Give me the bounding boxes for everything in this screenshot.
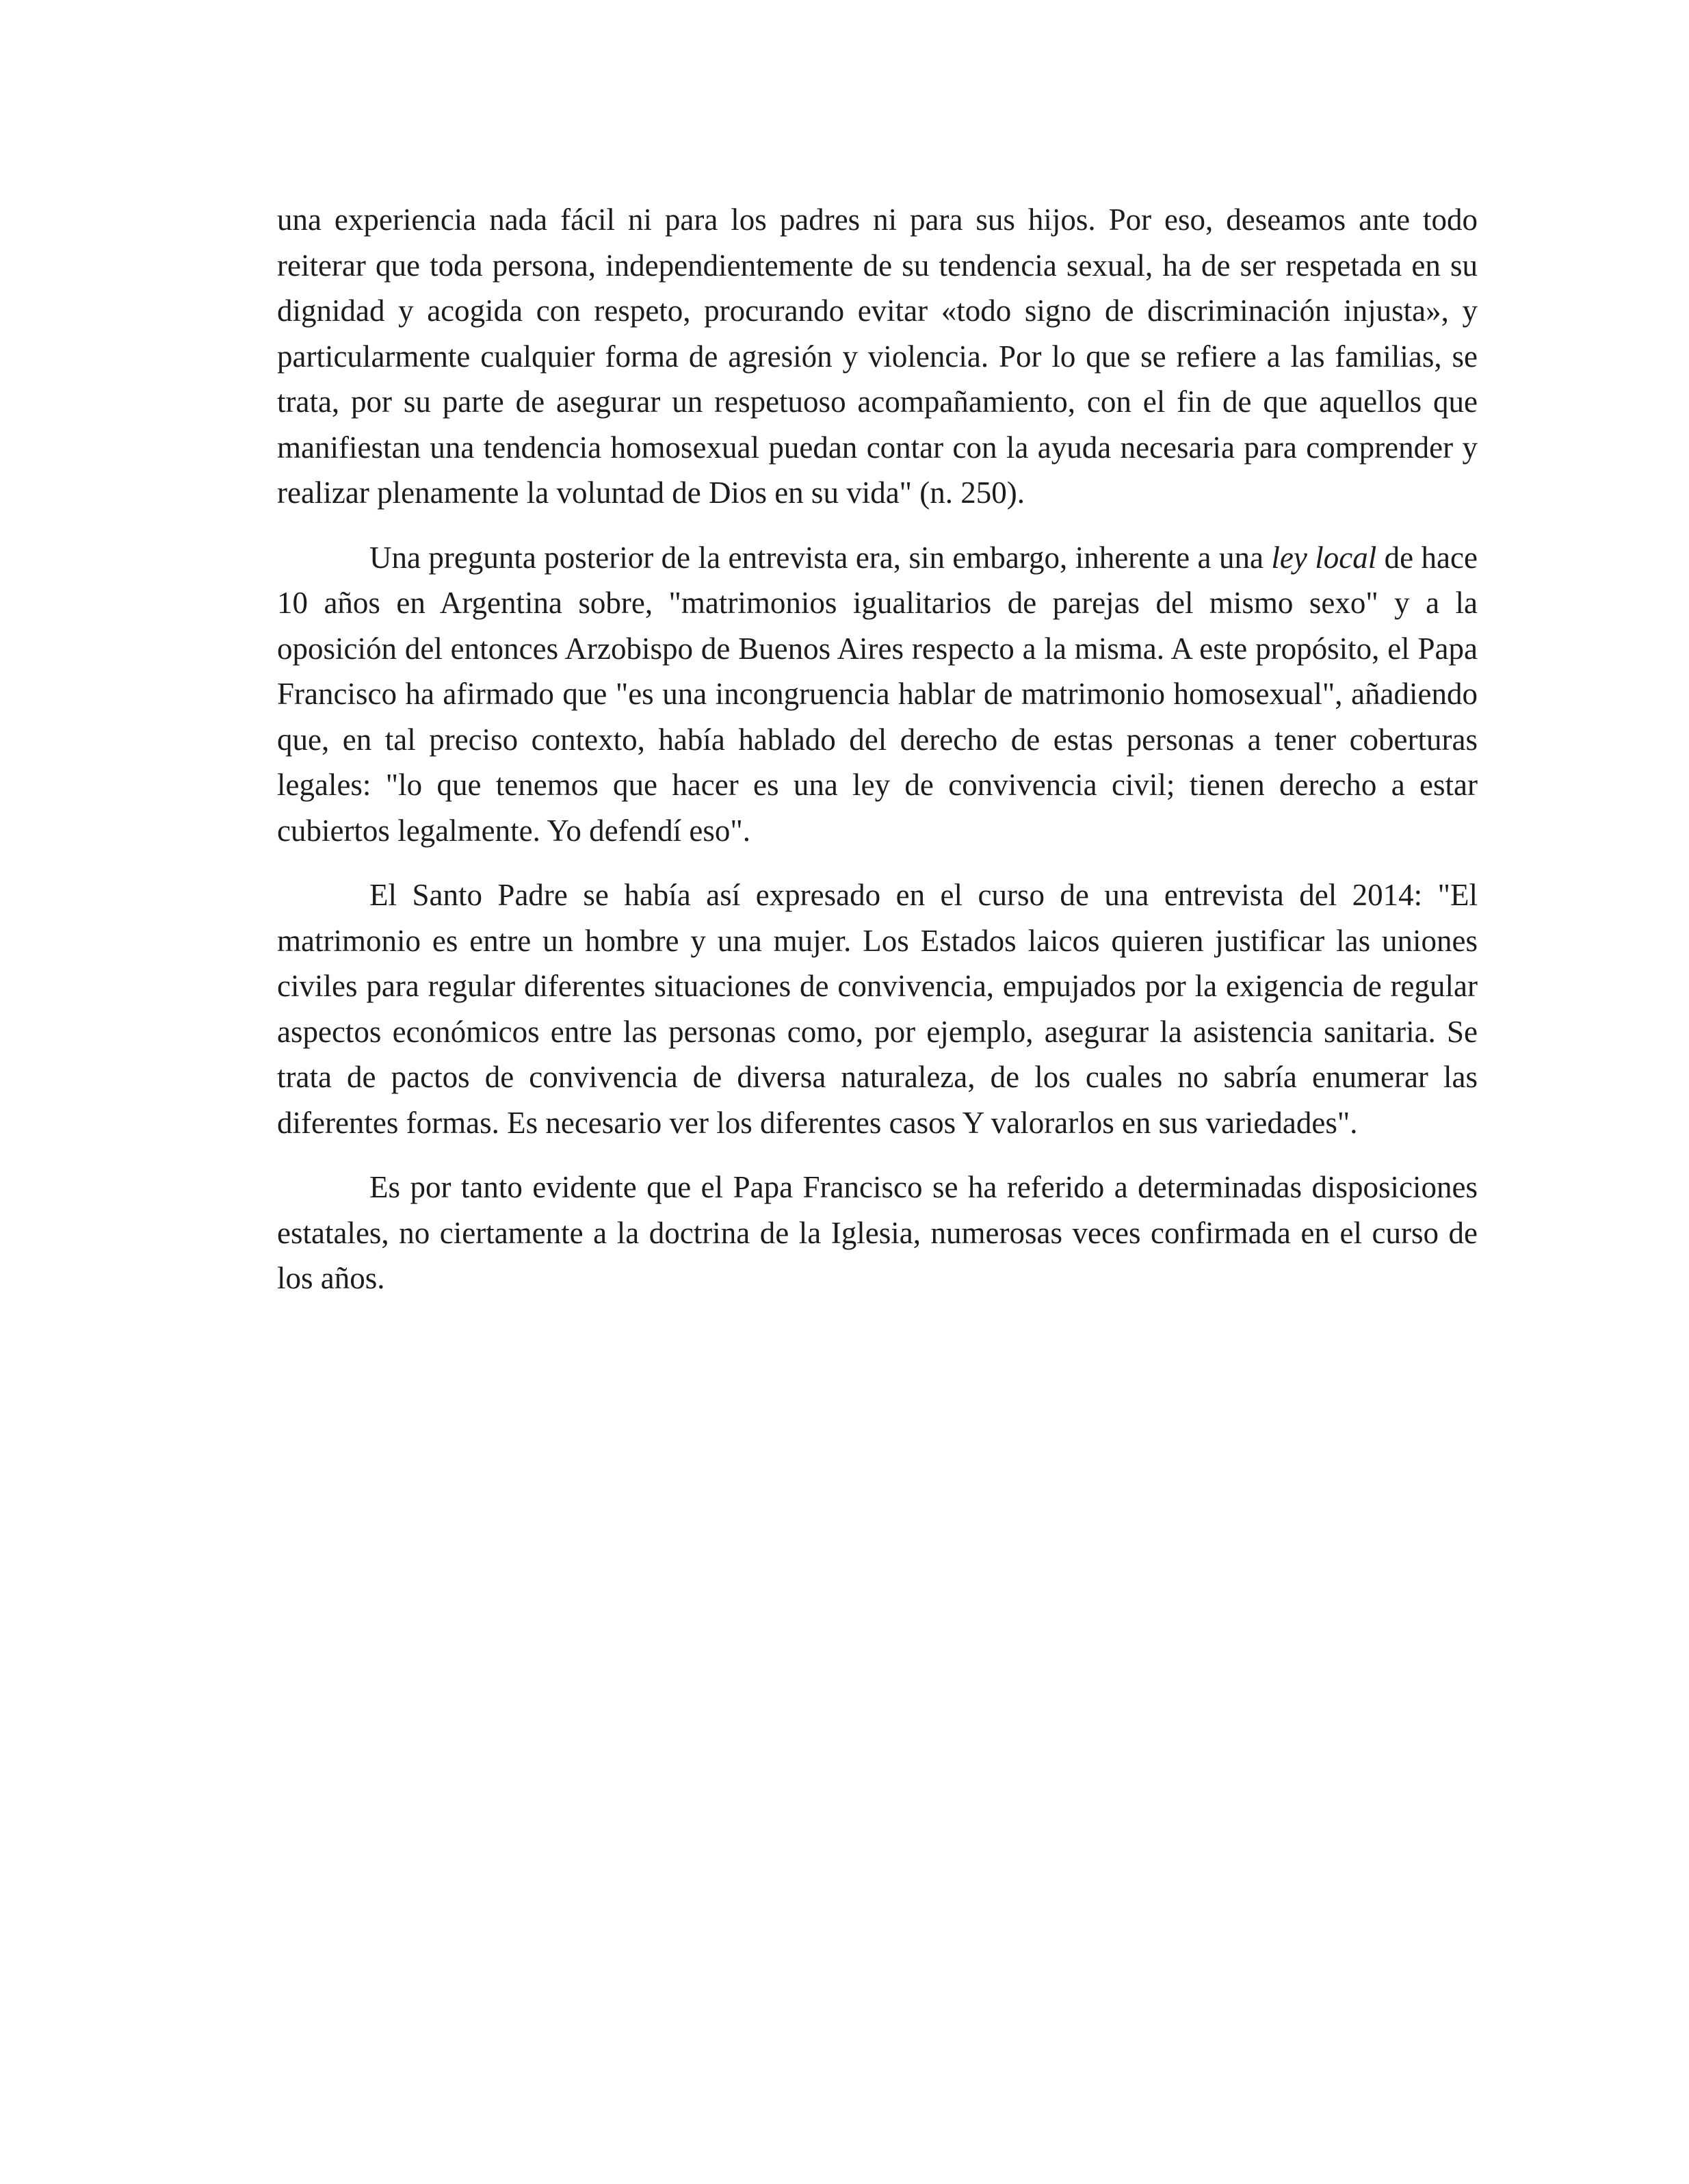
paragraph-2 [277, 535, 1478, 854]
paragraph-1-text: una experiencia nada fácil ni para los padres ni para sus hijos. Por eso, deseamos ante todo reiterar que toda persona, independientemente de su tendencia sexual, ha de ser respetada en su dignidad y acogida con respeto, procurando evitar «todo signo de discriminación injusta», y particularmente cualquier forma de agresión y violencia. Por lo que se refiere a las familias, se trata, por su parte de asegurar un respetuoso acompañamiento, con el fin de que aquellos que manifiestan una tendencia homosexual puedan contar con la ayuda necesaria para comprender y realizar plenamente la voluntad de Dios en su vida" (n. 250). [277, 203, 1478, 510]
paragraph-4 [277, 1165, 1478, 1301]
paragraph-3 [277, 872, 1478, 1145]
paragraph-2-text-end: de hace 10 años en Argentina sobre, "matrimonios igualitarios de parejas del mismo sexo" y a la oposición del entonces Arzobispo de Buenos Aires respecto a la misma. A este propósito, el Papa Francisco ha afirmado que "es una incongruencia hablar de matrimonio homosexual", añadiendo que, en tal preciso contexto, había hablado del derecho de estas personas a tener coberturas legales: "lo que tenemos que hacer es una ley de convivencia civil; tienen derecho a estar cubiertos legalmente. Yo defendí eso". [277, 540, 1478, 848]
paragraph-2-text-start: Una pregunta posterior de la entrevista era, sin embargo, inherente a una [369, 540, 1272, 575]
body-text [277, 197, 1478, 1321]
paragraph-3-text: El Santo Padre se había así expresado en el curso de una entrevista del 2014: "El matrimonio es entre un hombre y una mujer. Los Estados laicos quieren justificar las uniones civiles para regular diferentes situaciones de convivencia, empujados por la exigencia de regular aspectos económicos entre las personas como, por ejemplo, asegurar la asistencia sanitaria. Se trata de pactos de convivencia de diversa naturaleza, de los cuales no sabría enumerar las diferentes formas. Es necesario ver los diferentes casos Y valorarlos en sus variedades". [277, 878, 1478, 1140]
paragraph-4-text: Es por tanto evidente que el Papa Francisco se ha referido a determinadas disposiciones estatales, no ciertamente a la doctrina de la Iglesia, numerosas veces confirmada en el curso de los años. [277, 1170, 1478, 1295]
italic-phrase-ley-local: ley local [1271, 540, 1377, 575]
paragraph-1 [277, 197, 1478, 516]
